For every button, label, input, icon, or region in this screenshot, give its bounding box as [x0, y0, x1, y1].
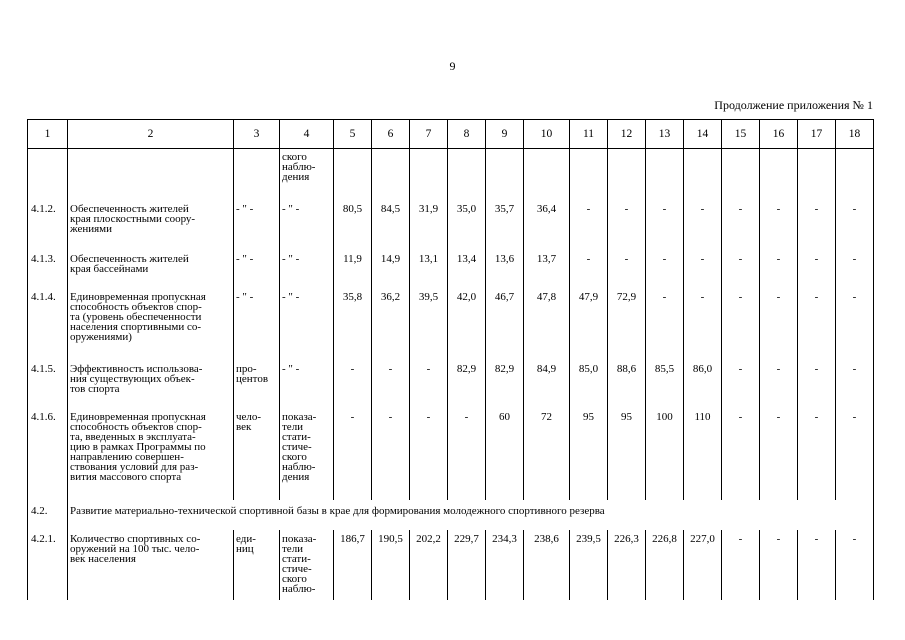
unit-of-measure: - " -	[234, 288, 280, 360]
table-row	[28, 250, 874, 288]
value-cell: 190,5	[372, 530, 410, 600]
value-cell: -	[760, 250, 798, 288]
value-cell: 14,9	[372, 250, 410, 288]
value-cell	[570, 148, 608, 200]
indicator-id: 4.1.5.	[28, 360, 68, 408]
value-cell: -	[798, 530, 836, 600]
value-cell: -	[372, 408, 410, 500]
value-cell: -	[684, 288, 722, 360]
unit-of-measure: про- центов	[234, 360, 280, 408]
value-cell: 47,8	[524, 288, 570, 360]
value-cell: -	[334, 408, 372, 500]
value-cell: 202,2	[410, 530, 448, 600]
value-cell	[524, 148, 570, 200]
value-cell: 31,9	[410, 200, 448, 250]
unit-of-measure: - " -	[234, 250, 280, 288]
value-cell: 226,3	[608, 530, 646, 600]
value-cell: 238,6	[524, 530, 570, 600]
value-cell: -	[836, 250, 874, 288]
value-cell: -	[798, 200, 836, 250]
value-cell	[646, 148, 684, 200]
data-source: показа- тели стати- стиче- ского наблю- дения	[280, 408, 334, 500]
value-cell: -	[760, 408, 798, 500]
value-cell: 95	[570, 408, 608, 500]
section-title: Развитие материально-технической спортивной базы в крае для формирования молодежного спортивного резерва	[68, 500, 874, 530]
column-number-15: 15	[722, 120, 760, 149]
value-cell: -	[570, 250, 608, 288]
value-cell: 36,2	[372, 288, 410, 360]
value-cell: 84,9	[524, 360, 570, 408]
value-cell: -	[760, 288, 798, 360]
value-cell: -	[836, 200, 874, 250]
value-cell	[684, 148, 722, 200]
table-row	[28, 408, 874, 500]
column-header-table	[27, 119, 874, 149]
indicator-id: 4.1.4.	[28, 288, 68, 360]
value-cell: -	[798, 360, 836, 408]
value-cell	[836, 148, 874, 200]
column-number-11: 11	[570, 120, 608, 149]
value-cell: -	[760, 530, 798, 600]
unit-of-measure: - " -	[234, 200, 280, 250]
table-row	[28, 530, 874, 600]
value-cell: 35,7	[486, 200, 524, 250]
value-cell: 46,7	[486, 288, 524, 360]
value-cell: -	[722, 250, 760, 288]
value-cell: -	[798, 408, 836, 500]
indicator-name: Единовременная пропускная способность объектов спор- та, введенных в эксплуата- цию в рамках Программы по направлению совершен- ствования условий для раз- вития массового спорта	[68, 408, 234, 500]
indicator-id: 4.1.2.	[28, 200, 68, 250]
value-cell: 229,7	[448, 530, 486, 600]
column-number-16: 16	[760, 120, 798, 149]
data-source: ского наблю- дения	[280, 148, 334, 200]
value-cell: -	[836, 530, 874, 600]
value-cell: 72,9	[608, 288, 646, 360]
indicator-name: Единовременная пропускная способность объектов спор- та (уровень обеспеченности населения спортивными со- оружениями)	[68, 288, 234, 360]
value-cell	[760, 148, 798, 200]
unit-of-measure: чело- век	[234, 408, 280, 500]
value-cell: 13,4	[448, 250, 486, 288]
column-number-7: 7	[410, 120, 448, 149]
data-source: показа- тели стати- стиче- ского наблю-	[280, 530, 334, 600]
column-number-1: 1	[28, 120, 68, 149]
table-row	[28, 360, 874, 408]
value-cell: 227,0	[684, 530, 722, 600]
value-cell: -	[372, 360, 410, 408]
value-cell: -	[334, 360, 372, 408]
value-cell: 85,0	[570, 360, 608, 408]
value-cell: -	[684, 250, 722, 288]
value-cell: 36,4	[524, 200, 570, 250]
column-number-8: 8	[448, 120, 486, 149]
value-cell: 85,5	[646, 360, 684, 408]
value-cell: 88,6	[608, 360, 646, 408]
indicator-name: Обеспеченность жителей края бассейнами	[68, 250, 234, 288]
section-id: 4.2.	[28, 500, 68, 530]
value-cell: 186,7	[334, 530, 372, 600]
indicator-name: Эффективность использова- ния существующих объек- тов спорта	[68, 360, 234, 408]
value-cell	[722, 148, 760, 200]
value-cell: 110	[684, 408, 722, 500]
header-row	[28, 120, 874, 149]
table-row	[28, 288, 874, 360]
value-cell: 95	[608, 408, 646, 500]
value-cell: 47,9	[570, 288, 608, 360]
value-cell: 60	[486, 408, 524, 500]
value-cell: 13,1	[410, 250, 448, 288]
value-cell: 35,8	[334, 288, 372, 360]
column-number-4: 4	[280, 120, 334, 149]
value-cell	[486, 148, 524, 200]
indicator-id	[28, 148, 68, 200]
value-cell: -	[836, 288, 874, 360]
value-cell: -	[608, 250, 646, 288]
unit-of-measure: еди- ниц	[234, 530, 280, 600]
data-source: - " -	[280, 360, 334, 408]
value-cell: 226,8	[646, 530, 684, 600]
value-cell: -	[646, 288, 684, 360]
value-cell: 234,3	[486, 530, 524, 600]
value-cell	[410, 148, 448, 200]
value-cell	[372, 148, 410, 200]
value-cell: -	[798, 288, 836, 360]
data-source: - " -	[280, 288, 334, 360]
value-cell: -	[836, 408, 874, 500]
column-number-18: 18	[836, 120, 874, 149]
column-number-14: 14	[684, 120, 722, 149]
value-cell: -	[608, 200, 646, 250]
table-row	[28, 200, 874, 250]
value-cell: 42,0	[448, 288, 486, 360]
value-cell: 39,5	[410, 288, 448, 360]
indicator-id: 4.2.1.	[28, 530, 68, 600]
indicator-id: 4.1.6.	[28, 408, 68, 500]
value-cell: -	[760, 200, 798, 250]
section-row	[28, 500, 874, 530]
column-number-10: 10	[524, 120, 570, 149]
value-cell: 35,0	[448, 200, 486, 250]
column-number-12: 12	[608, 120, 646, 149]
data-source: - " -	[280, 250, 334, 288]
value-cell	[608, 148, 646, 200]
column-number-13: 13	[646, 120, 684, 149]
value-cell: 80,5	[334, 200, 372, 250]
indicator-id: 4.1.3.	[28, 250, 68, 288]
value-cell: -	[570, 200, 608, 250]
value-cell: -	[646, 200, 684, 250]
value-cell: 82,9	[448, 360, 486, 408]
value-cell: 84,5	[372, 200, 410, 250]
value-cell: -	[722, 530, 760, 600]
value-cell: -	[836, 360, 874, 408]
column-number-9: 9	[486, 120, 524, 149]
value-cell: -	[722, 200, 760, 250]
column-number-2: 2	[68, 120, 234, 149]
value-cell: 100	[646, 408, 684, 500]
value-cell	[334, 148, 372, 200]
indicator-name: Количество спортивных со- оружений на 100 тыс. чело- век населения	[68, 530, 234, 600]
column-number-5: 5	[334, 120, 372, 149]
value-cell	[798, 148, 836, 200]
value-cell: -	[684, 200, 722, 250]
value-cell: -	[410, 360, 448, 408]
value-cell: -	[722, 360, 760, 408]
indicator-name	[68, 148, 234, 200]
value-cell: 239,5	[570, 530, 608, 600]
data-source: - " -	[280, 200, 334, 250]
value-cell: -	[646, 250, 684, 288]
value-cell: -	[722, 408, 760, 500]
value-cell: 13,6	[486, 250, 524, 288]
value-cell: 86,0	[684, 360, 722, 408]
data-table	[27, 148, 874, 600]
value-cell: -	[798, 250, 836, 288]
value-cell: -	[722, 288, 760, 360]
value-cell: 82,9	[486, 360, 524, 408]
value-cell	[448, 148, 486, 200]
page-number: 9	[449, 59, 456, 73]
value-cell: 13,7	[524, 250, 570, 288]
value-cell: 11,9	[334, 250, 372, 288]
column-number-6: 6	[372, 120, 410, 149]
table-row	[28, 148, 874, 200]
unit-of-measure	[234, 148, 280, 200]
value-cell: 72	[524, 408, 570, 500]
column-number-17: 17	[798, 120, 836, 149]
column-number-3: 3	[234, 120, 280, 149]
indicator-name: Обеспеченность жителей края плоскостными соору- жениями	[68, 200, 234, 250]
value-cell: -	[410, 408, 448, 500]
continuation-note: Продолжение приложения № 1	[714, 98, 873, 112]
value-cell: -	[448, 408, 486, 500]
value-cell: -	[760, 360, 798, 408]
